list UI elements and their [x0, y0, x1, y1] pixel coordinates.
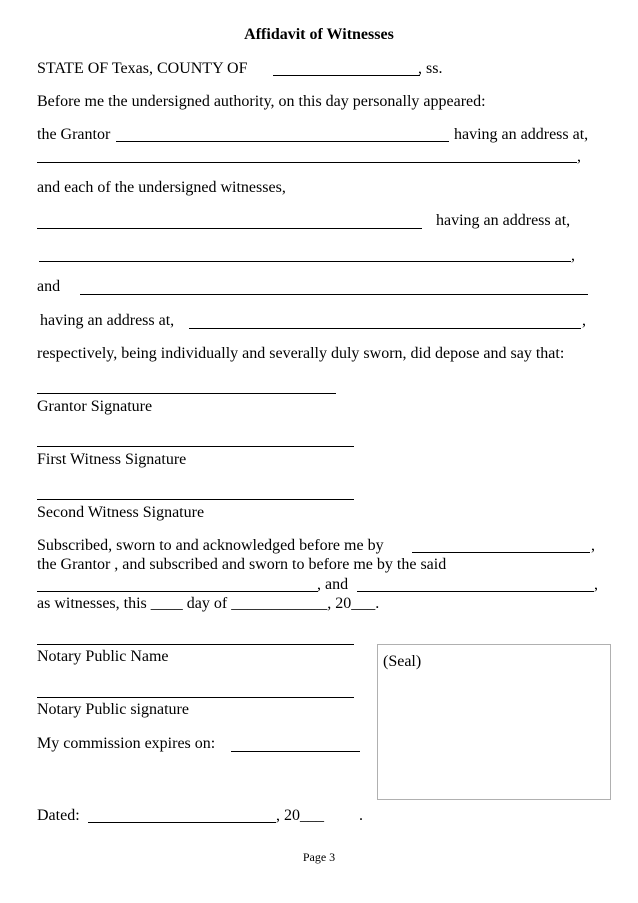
sworn-comma: , [594, 576, 598, 593]
witness2-name-field[interactable] [80, 294, 588, 295]
grantor-label: the Grantor [37, 126, 111, 143]
witness2-address-label: having an address at, [40, 312, 175, 329]
grantor-name-field[interactable] [116, 141, 449, 142]
witness2-address-comma: , [582, 312, 586, 329]
subscribed-grantor-field[interactable] [412, 552, 590, 553]
page-number: Page 3 [302, 850, 336, 864]
witness1-name-field[interactable] [37, 228, 422, 229]
respectively-text: respectively, being individually and severally duly sworn, did depose and say that: [37, 345, 565, 362]
second-witness-signature-line[interactable] [37, 499, 354, 500]
witnesses-intro-text: and each of the undersigned witnesses, [37, 179, 286, 196]
witness2-address-field[interactable] [189, 328, 581, 329]
grantor-address-label: having an address at, [454, 126, 589, 143]
ss-label: , ss. [418, 60, 443, 77]
notary-name-line[interactable] [37, 644, 354, 645]
notary-name-label: Notary Public Name [37, 648, 169, 665]
state-county-label: STATE OF Texas, COUNTY OF [37, 60, 248, 77]
and-label: and [37, 278, 61, 295]
subscribed-text: Subscribed, sworn to and acknowledged before me by [37, 537, 384, 554]
grantor-sworn-text: the Grantor , and subscribed and sworn to before me by the said [37, 556, 447, 573]
notary-signature-line[interactable] [37, 697, 354, 698]
county-field[interactable] [273, 75, 420, 76]
first-witness-signature-line[interactable] [37, 446, 354, 447]
first-witness-signature-label: First Witness Signature [37, 451, 187, 468]
sworn-and-label: , and [317, 576, 349, 593]
sworn-witness1-field[interactable] [37, 591, 318, 592]
sworn-witness2-field[interactable] [357, 591, 594, 592]
dated-period: . [359, 807, 363, 824]
dated-field[interactable] [88, 822, 276, 823]
second-witness-signature-label: Second Witness Signature [37, 504, 205, 521]
witness1-address-label: having an address at, [436, 212, 571, 229]
before-me-text: Before me the undersigned authority, on this day personally appeared: [37, 93, 486, 110]
grantor-signature-line[interactable] [37, 393, 336, 394]
witness1-address-field[interactable] [39, 261, 571, 262]
dated-year: , 20___ [276, 807, 324, 824]
seal-box [377, 644, 611, 800]
commission-date-field[interactable] [231, 751, 360, 752]
subscribed-comma: , [591, 537, 595, 554]
notary-signature-label: Notary Public signature [37, 701, 189, 718]
seal-label: (Seal) [383, 653, 422, 670]
commission-label: My commission expires on: [37, 735, 216, 752]
grantor-address-field[interactable] [37, 162, 577, 163]
witness1-address-comma: , [571, 247, 575, 264]
grantor-signature-label: Grantor Signature [37, 398, 153, 415]
witnesses-date-text: as witnesses, this ____ day of ____________, 20___. [37, 595, 380, 612]
grantor-address-comma: , [577, 148, 581, 165]
dated-label: Dated: [37, 807, 80, 824]
document-title: Affidavit of Witnesses [244, 26, 394, 43]
